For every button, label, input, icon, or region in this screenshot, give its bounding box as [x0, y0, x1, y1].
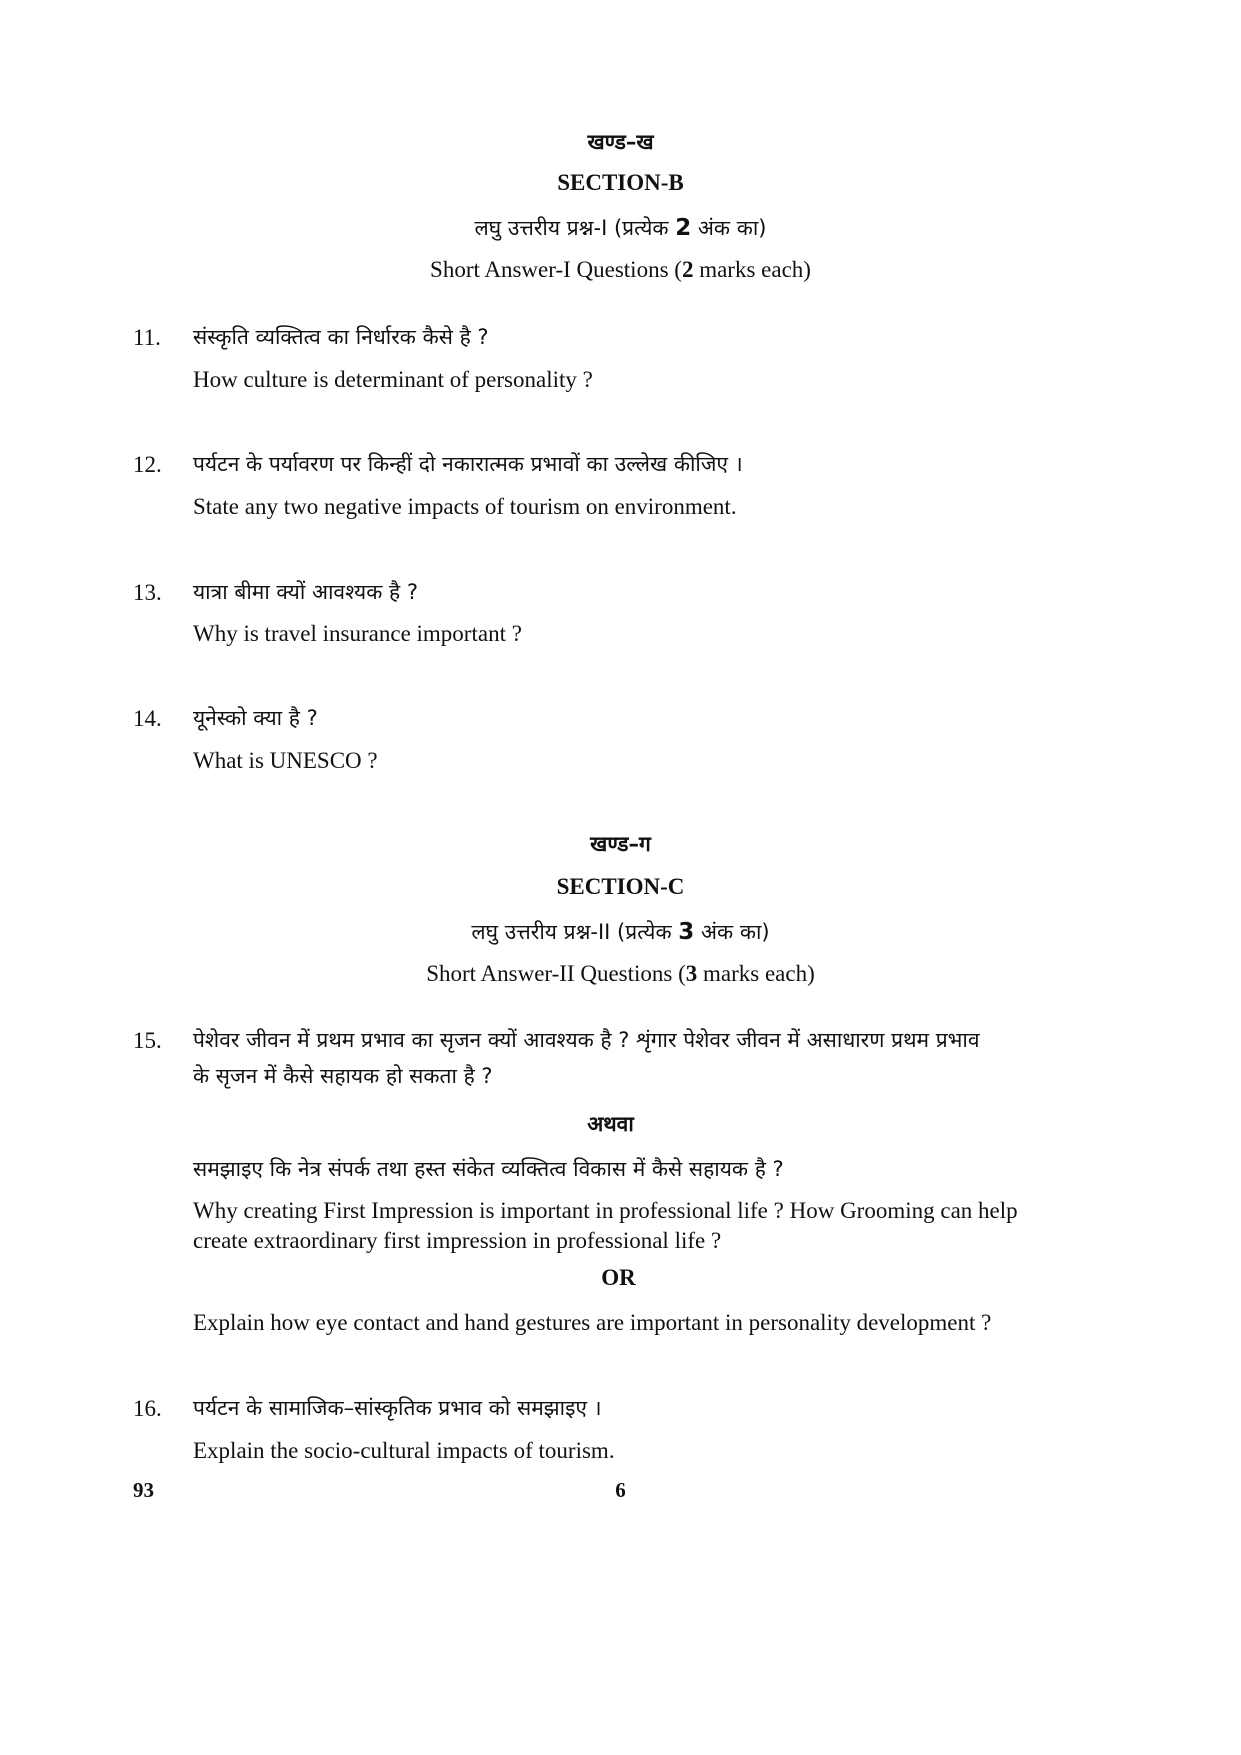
- question-hindi-alternative: समझाइए कि नेत्र संपर्क तथा हस्त संकेत व्यक्तित्व विकास में कैसे सहायक है ?: [193, 1157, 784, 1181]
- question-number: 12.: [133, 452, 162, 477]
- section-c-english-subtitle: Short Answer-II Questions (3 marks each): [426, 961, 815, 986]
- question-english-alternative: Explain how eye contact and hand gestures are important in personality development ?: [193, 1310, 992, 1335]
- question-hindi-line-1: पेशेवर जीवन में प्रथम प्रभाव का सृजन क्यों आवश्यक है ? शृंगार पेशेवर जीवन में असाधारण प्रथम प्रभाव: [193, 1028, 980, 1052]
- section-c-title: SECTION-C: [556, 874, 685, 899]
- question-number: 16.: [133, 1396, 162, 1421]
- hindi-or-label: अथवा: [587, 1112, 634, 1136]
- question-english: State any two negative impacts of tourism on environment.: [193, 494, 737, 519]
- footer-code: 93: [133, 1478, 154, 1502]
- english-or-label: OR: [601, 1265, 636, 1290]
- question-english: Why creating First Impression is important in professional life ? How Grooming can help create extraordinary first impression in professional life ?: [193, 1198, 1018, 1253]
- section-b-hindi-subtitle: लघु उत्तरीय प्रश्न-I (प्रत्येक 2 अंक का): [474, 215, 767, 241]
- section-c-hindi-subtitle: लघु उत्तरीय प्रश्न-II (प्रत्येक 3 अंक का): [471, 919, 770, 945]
- question-english: How culture is determinant of personality ?: [193, 367, 593, 392]
- question-english: What is UNESCO ?: [193, 748, 378, 773]
- question-number: 13.: [133, 580, 162, 605]
- section-b-english-subtitle: Short Answer-I Questions (2 marks each): [430, 257, 811, 282]
- page-number: 6: [615, 1478, 626, 1502]
- question-english: Explain the socio-cultural impacts of tourism.: [193, 1438, 615, 1463]
- question-hindi: यात्रा बीमा क्यों आवश्यक है ?: [193, 580, 418, 604]
- question-hindi-line-2: के सृजन में कैसे सहायक हो सकता है ?: [193, 1064, 493, 1088]
- question-hindi: पर्यटन के सामाजिक–सांस्कृतिक प्रभाव को समझाइए ।: [193, 1396, 602, 1420]
- question-number: 11.: [133, 325, 161, 350]
- question-hindi: यूनेस्को क्या है ?: [193, 706, 318, 730]
- section-b-title: SECTION-B: [557, 170, 684, 195]
- question-hindi: संस्कृति व्यक्तित्व का निर्धारक कैसे है ?: [193, 325, 489, 349]
- section-b-hindi-title: खण्ड–ख: [587, 130, 654, 154]
- question-english: Why is travel insurance important ?: [193, 621, 522, 646]
- question-number: 15.: [133, 1028, 162, 1053]
- section-c-hindi-title: खण्ड–ग: [590, 832, 651, 856]
- question-hindi: पर्यटन के पर्यावरण पर किन्हीं दो नकारात्मक प्रभावों का उल्लेख कीजिए ।: [193, 452, 743, 476]
- question-number: 14.: [133, 706, 162, 731]
